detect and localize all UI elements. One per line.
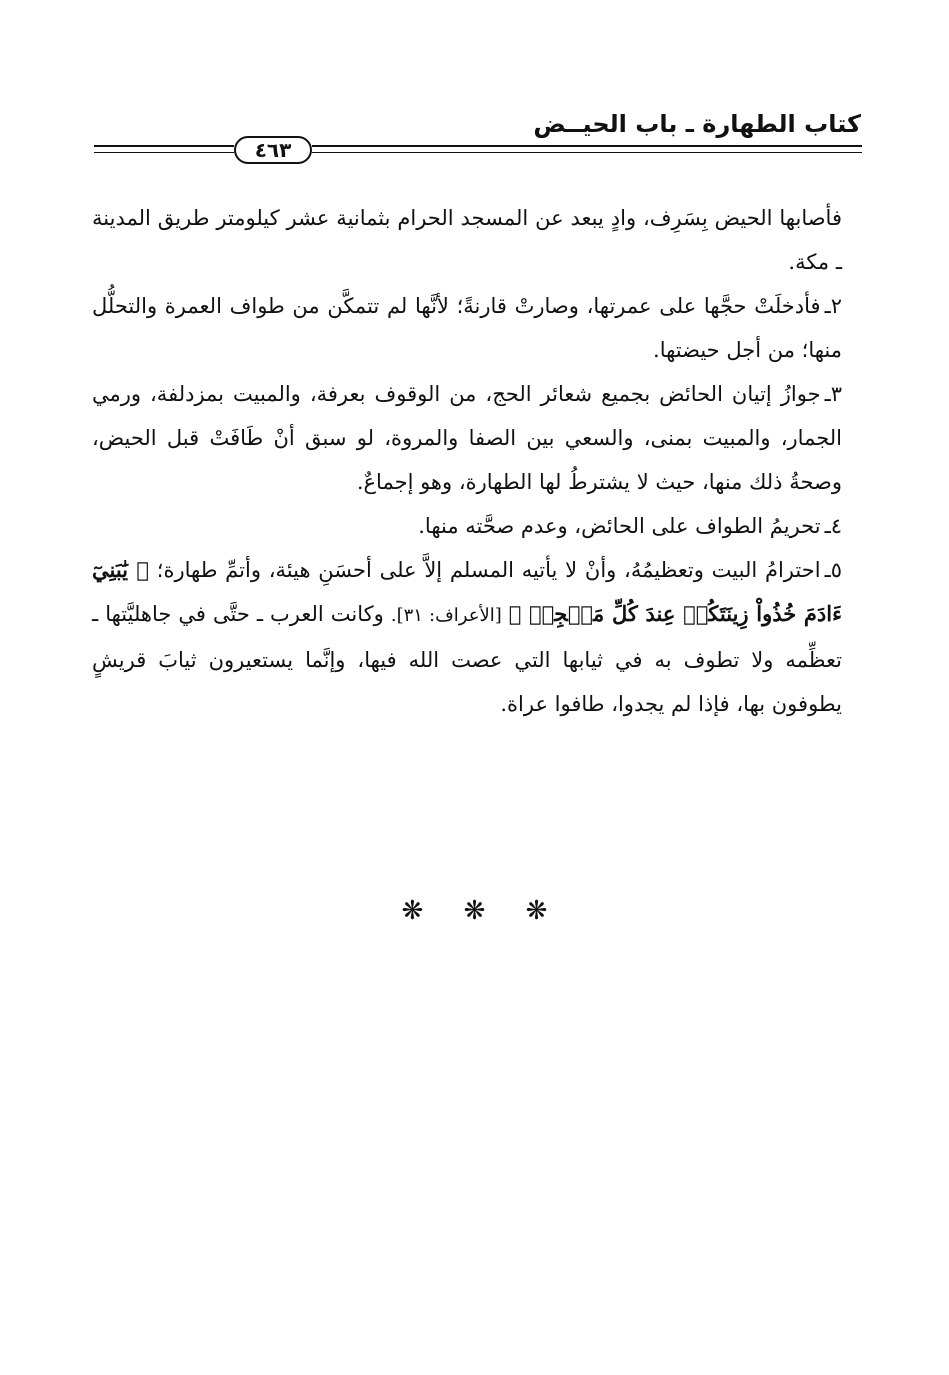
rule-left-bottom <box>94 152 234 153</box>
item-number: ٤ـ <box>824 514 842 538</box>
list-item <box>92 548 842 726</box>
rule-right-bottom <box>312 152 862 153</box>
ornament-star: ❋ <box>401 896 424 926</box>
list-item <box>92 284 842 372</box>
running-title: كتاب الطهارة ـ باب الحيــض <box>533 110 861 138</box>
intro-paragraph: فأصابها الحيض بِسَرِف، وادٍ يبعد عن المسجد الحرام بثمانية عشر كيلومتر طريق المدينة ـ مكة. <box>92 206 842 274</box>
item-text: تحريمُ الطواف على الحائض، وعدم صحَّته منها. <box>418 514 821 538</box>
list-item <box>92 372 842 504</box>
body-text <box>92 196 842 726</box>
item-text-continued: وكانت العرب ـ حتَّى في جاهليَّتها ـ تعظِّمه ولا تطوف به في ثيابها التي عصت الله فيها، وإنَّما يستعيرون ثيابَ قريشٍ يطوفون بها، فإذا لم يجدوا، طافوا عراة. <box>92 602 842 716</box>
item-text: جوازُ إتيان الحائض بجميع شعائر الحج، من الوقوف بعرفة، والمبيت بمزدلفة، ورمي الجمار، والمبيت بمنى، والسعي بين الصفا والمروة، لو سبق أنْ طَافَتْ قبل الحيض، وصحةُ ذلك منها، حيث لا يشترطُ لها الطهارة، وهو إجماعٌ. <box>92 382 842 494</box>
quran-verse: ﴿ يَٰبَنِيٓ ءَادَمَ خُذُواْ زِينَتَكُمۡ عِندَ كُلِّ مَسۡجِدٖ ﴾ <box>92 557 842 626</box>
section-divider <box>0 896 949 926</box>
ornament-star: ❋ <box>525 896 548 926</box>
item-text: احترامُ البيت وتعظيمُهُ، وأنْ لا يأتيه المسلم إلاَّ على أحسَنِ هيئة، وأتمِّ طهارة؛ <box>156 558 821 582</box>
verse-reference: [الأعراف: ٣١]. <box>390 605 502 626</box>
item-text: فأدخلَتْ حجَّها على عمرتها، وصارتْ قارنةً؛ لأنَّها لم تتمكَّن من طواف العمرة والتحلُّل منها؛ من أجل حيضتها. <box>92 294 842 362</box>
item-number: ٥ـ <box>824 558 842 582</box>
page-number: ٤٦٣ <box>234 136 312 164</box>
list-item <box>92 504 842 548</box>
item-number: ٢ـ <box>824 294 842 318</box>
header-rule <box>94 136 862 162</box>
ornament-star: ❋ <box>463 896 486 926</box>
item-number: ٣ـ <box>824 382 842 406</box>
rule-left-top <box>94 145 234 147</box>
rule-right-top <box>312 145 862 147</box>
